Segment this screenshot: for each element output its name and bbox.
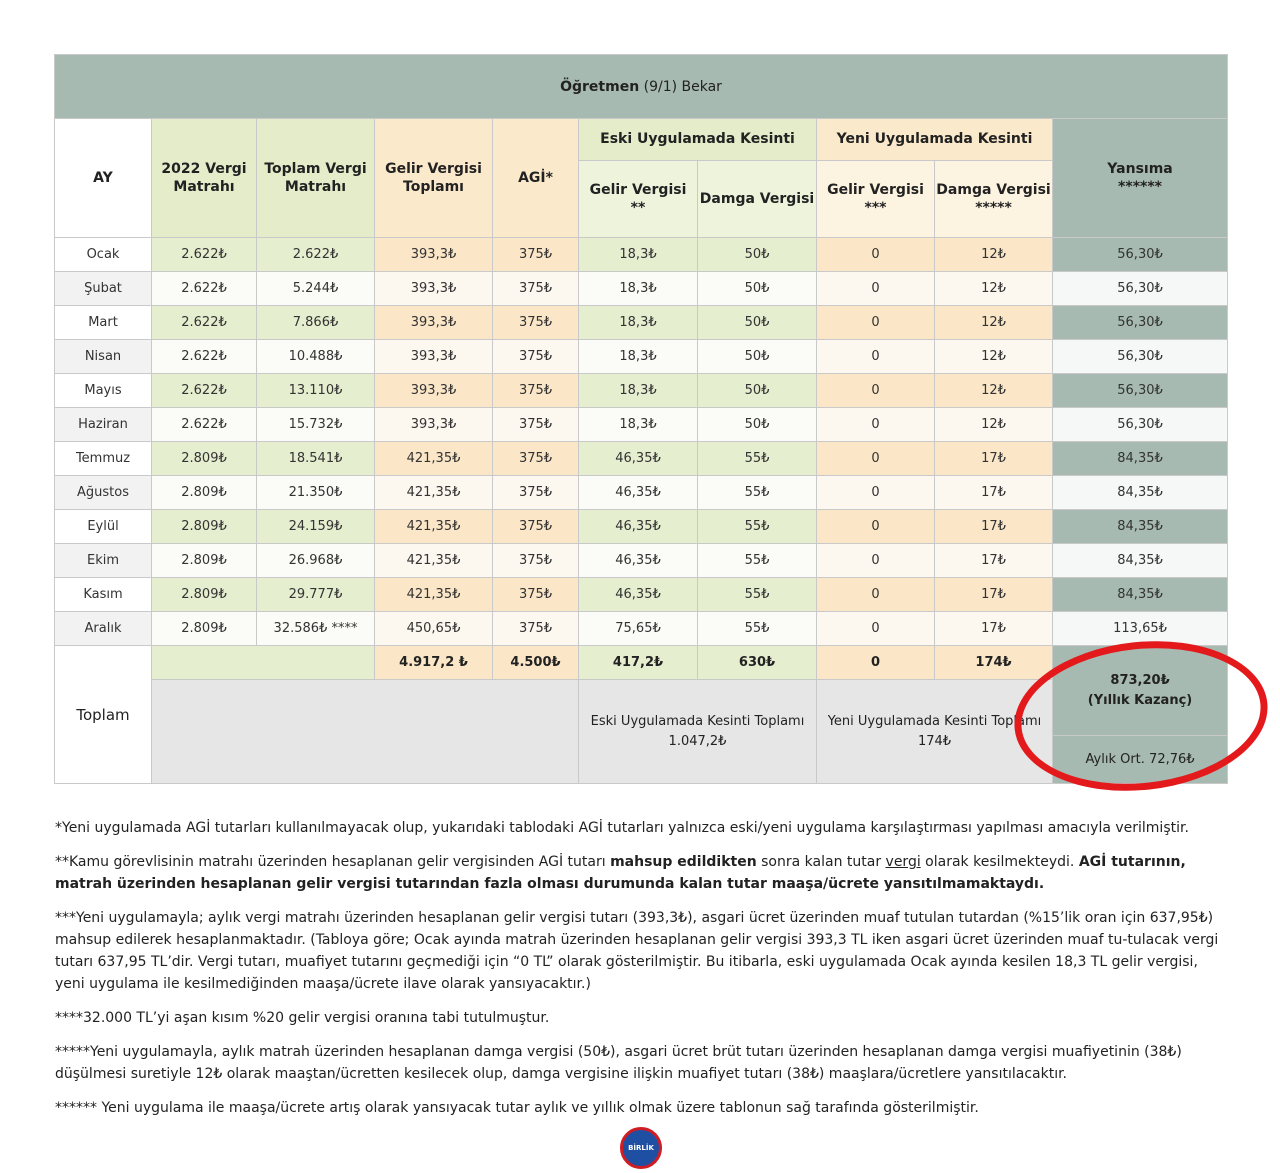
- note-5: *****Yeni uygulamayla, aylık matrah üzerinden hesaplanan damga vergisi (50₺), asgari ücret brüt tutarı üzerinden hesaplanan damga vergisi muafiyetinin (38₺) düşülmesi suretiyle 12₺ olarak maaştan/ücretten kesilecek olup, damga vergisine ilişkin muafiyet tutarı (38₺) maaşlara/ücretlere yansıtılacaktır.: [55, 1044, 1182, 1082]
- header-yeni-damga: Damga Vergisi *****: [935, 161, 1053, 238]
- table-row: Ekim 2.809₺ 26.968₺ 421,35₺ 375₺ 46,35₺ 55₺ 0 17₺ 84,35₺: [55, 544, 1228, 578]
- table-row: Haziran 2.622₺ 15.732₺ 393,3₺ 375₺ 18,3₺ 50₺ 0 12₺ 56,30₺: [55, 408, 1228, 442]
- toplam-label: Toplam: [55, 646, 152, 784]
- table-row: Ocak 2.622₺ 2.622₺ 393,3₺ 375₺ 18,3₺ 50₺ 0 12₺ 56,30₺: [55, 238, 1228, 272]
- total-yeni-dv: 174₺: [935, 646, 1053, 680]
- union-logo-icon: BİRLİK: [620, 1127, 662, 1169]
- total-eski-gv: 417,2₺: [579, 646, 698, 680]
- table-row: Şubat 2.622₺ 5.244₺ 393,3₺ 375₺ 18,3₺ 50₺ 0 12₺ 56,30₺: [55, 272, 1228, 306]
- header-yeni-gelir: Gelir Vergisi ***: [817, 161, 935, 238]
- table-row: Temmuz 2.809₺ 18.541₺ 421,35₺ 375₺ 46,35₺ 55₺ 0 17₺ 84,35₺: [55, 442, 1228, 476]
- header-yansima: Yansıma ******: [1053, 119, 1228, 238]
- note-3: ***Yeni uygulamayla; aylık vergi matrahı üzerinden hesaplanan gelir vergisi tutarı (393,3₺), asgari ücret üzerinden muaf tutulan tutardan (%15’lik oran için 637,95₺) mahsup edilerek hesaplanmaktadır. (Tabloya göre; Ocak ayında matrah üzerinden hesaplanan gelir vergisi 393,3 TL iken asgari ücret üzerinden muaf tu-tulacak vergi tutarı 637,95 TL’dir. Vergi tutarı, muafiyet tutarını geçmediği için “0 TL” olarak gösterilmiştir. Bu itibarla, eski uygulamada Ocak ayında kesilen 18,3 TL gelir vergisi, yeni uygulama ile kesilmediğinden maaşa/ücrete ilave olarak yansıyacaktır.): [55, 910, 1219, 992]
- table-row: Nisan 2.622₺ 10.488₺ 393,3₺ 375₺ 18,3₺ 50₺ 0 12₺ 56,30₺: [55, 340, 1228, 374]
- header-matrah: 2022 Vergi Matrahı: [152, 119, 257, 238]
- table-row: Mart 2.622₺ 7.866₺ 393,3₺ 375₺ 18,3₺ 50₺ 0 12₺ 56,30₺: [55, 306, 1228, 340]
- note-6: ****** Yeni uygulama ile maaşa/ücrete artış olarak yansıyacak tutar aylık ve yıllık olmak üzere tablonun sağ tarafında gösterilmiştir.: [55, 1100, 979, 1116]
- header-eski-gelir: Gelir Vergisi **: [579, 161, 698, 238]
- header-toplam-matrah: Toplam Vergi Matrahı: [257, 119, 375, 238]
- total-agi: 4.500₺: [493, 646, 579, 680]
- header-ay: AY: [55, 119, 152, 238]
- footnotes: [55, 817, 1220, 1131]
- total-gelir: 4.917,2 ₺: [375, 646, 493, 680]
- total-yeni-gv: 0: [817, 646, 935, 680]
- table-row: Ağustos 2.809₺ 21.350₺ 421,35₺ 375₺ 46,35₺ 55₺ 0 17₺ 84,35₺: [55, 476, 1228, 510]
- table-row: Aralık 2.809₺ 32.586₺ **** 450,65₺ 375₺ 75,65₺ 55₺ 0 17₺ 113,65₺: [55, 612, 1228, 646]
- monthly-average: Aylık Ort. 72,76₺: [1053, 736, 1228, 784]
- note-1: *Yeni uygulamada AGİ tutarları kullanılmayacak olup, yukarıdaki tablodaki AGİ tutarları yalnızca eski/yeni uygulama karşılaştırması yapılması amacıyla verilmiştir.: [55, 820, 1189, 836]
- header-agi: AGİ*: [493, 119, 579, 238]
- totals-empty: [152, 646, 375, 680]
- header-gelir-toplam: Gelir Vergisi Toplamı: [375, 119, 493, 238]
- totals-grey-block: [152, 680, 579, 784]
- header-eski: Eski Uygulamada Kesinti: [579, 119, 817, 161]
- table-row: Mayıs 2.622₺ 13.110₺ 393,3₺ 375₺ 18,3₺ 50₺ 0 12₺ 56,30₺: [55, 374, 1228, 408]
- header-yeni: Yeni Uygulamada Kesinti: [817, 119, 1053, 161]
- total-eski-dv: 630₺: [698, 646, 817, 680]
- table-title: Öğretmen (9/1) Bekar: [55, 55, 1228, 119]
- yearly-gain: 873,20₺ (Yıllık Kazanç): [1053, 646, 1228, 736]
- table-row: Eylül 2.809₺ 24.159₺ 421,35₺ 375₺ 46,35₺ 55₺ 0 17₺ 84,35₺: [55, 510, 1228, 544]
- note-2: **Kamu görevlisinin matrahı üzerinden hesaplanan gelir vergisinden AGİ tutarı mahsup edildikten sonra kalan tutar vergi olarak kesilmekteydi. AGİ tutarının, matrah üzerinden hesaplanan gelir vergisi tutarından fazla olması durumunda kalan tutar maaşa/ücrete yansıtılmamaktaydı.: [55, 854, 1186, 892]
- note-4: ****32.000 TL’yi aşan kısım %20 gelir vergisi oranına tabi tutulmuştur.: [55, 1010, 550, 1026]
- eski-sum-box: Eski Uygulamada Kesinti Toplamı 1.047,2₺: [579, 680, 817, 784]
- yeni-sum-box: Yeni Uygulamada Kesinti Toplamı 174₺: [817, 680, 1053, 784]
- header-eski-damga: Damga Vergisi: [698, 161, 817, 238]
- table-row: Kasım 2.809₺ 29.777₺ 421,35₺ 375₺ 46,35₺ 55₺ 0 17₺ 84,35₺: [55, 578, 1228, 612]
